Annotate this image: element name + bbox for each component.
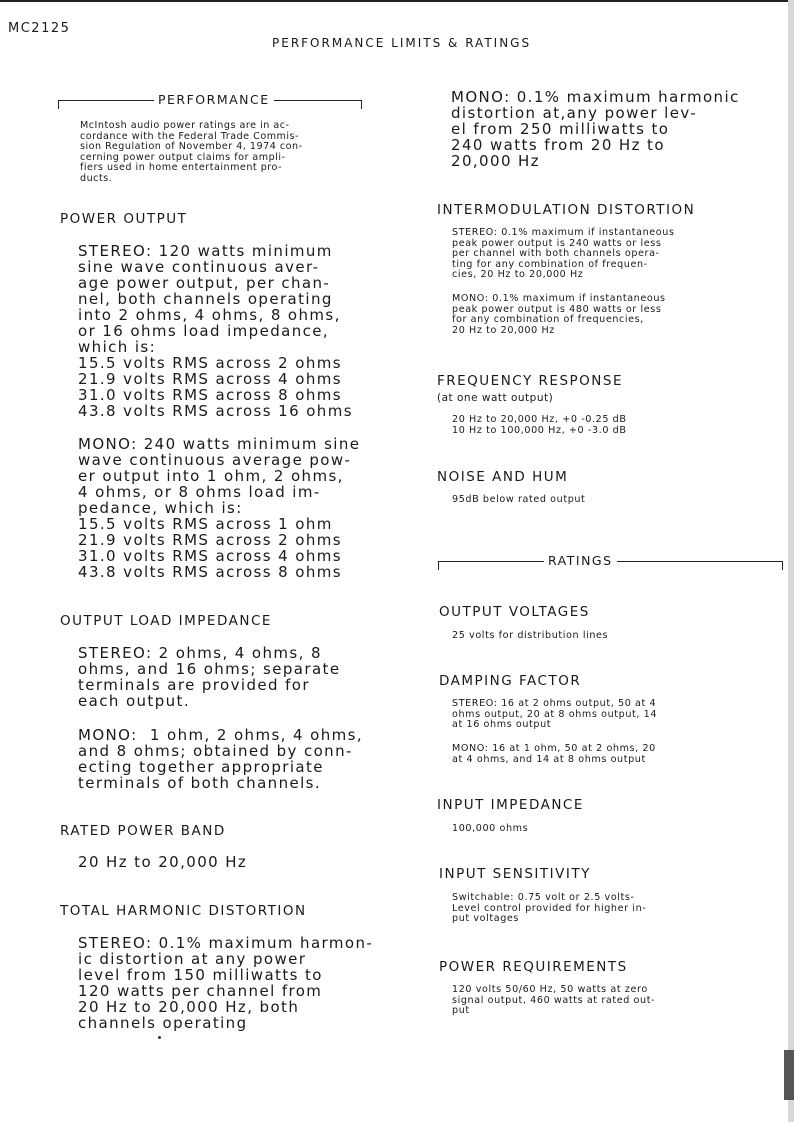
input-impedance-text: 100,000 ohms	[452, 823, 529, 834]
right-scan-mark	[784, 1050, 794, 1100]
scan-speck	[158, 1036, 161, 1039]
top-edge-line	[0, 0, 794, 2]
output-load-impedance-heading: OUTPUT LOAD IMPEDANCE	[60, 613, 272, 629]
performance-note: McIntosh audio power ratings are in ac- cordance with the Federal Trade Commis- sion Regulation of November 4, 1974 con- cerning power output claims for ampli- fiers used in home entertainment pro- ducts.	[80, 120, 303, 184]
thd-stereo: STEREO: 0.1% maximum harmon- ic distortion at any power level from 150 milliwatts to 120 watts per channel from 20 Hz to 20,000 Hz, both channels operating	[78, 934, 374, 1032]
power-requirements-text: 120 volts 50/60 Hz, 50 watts at zero signal output, 460 watts at rated out- put	[452, 984, 656, 1016]
noise-and-hum-heading: NOISE AND HUM	[437, 469, 569, 485]
power-output-mono: MONO: 240 watts minimum sine wave continuous average pow- er output into 1 ohm, 2 ohms, 4 ohms, or 8 ohms load im- pedance, which is: 15.5 volts RMS across 1 ohm 21.9 volts RMS across 2 ohms 31.0 volts RMS across 4 ohms 43.8 volts RMS across 8 ohms	[78, 435, 361, 581]
thd-mono: MONO: 0.1% maximum harmonic distortion at,any power lev- el from 250 milliwatts to 240 watts from 20 Hz to 20,000 Hz	[451, 88, 740, 170]
rated-power-band-text: 20 Hz to 20,000 Hz	[78, 853, 248, 871]
model-number: MC2125	[8, 21, 71, 36]
noise-and-hum-text: 95dB below rated output	[452, 494, 586, 505]
frequency-response-heading: FREQUENCY RESPONSE	[437, 373, 623, 389]
ratings-box-title: RATINGS	[544, 553, 617, 568]
power-output-stereo: STEREO: 120 watts minimum sine wave continuous aver- age power output, per chan- nel, both channels operating into 2 ohms, 4 ohms, 8 ohms, or 16 ohms load impedance, which is: 15.5 volts RMS across 2 ohms 21.9 volts RMS across 4 ohms 31.0 volts RMS across 8 ohms 43.8 volts RMS across 16 ohms	[78, 242, 353, 420]
ratings-box-right-tick	[782, 561, 783, 570]
performance-box-right-tick	[361, 100, 362, 109]
input-sensitivity-text: Switchable: 0.75 volt or 2.5 volts- Level control provided for higher in- put voltages	[452, 892, 647, 924]
performance-box-title: PERFORMANCE	[154, 92, 274, 107]
input-impedance-heading: INPUT IMPEDANCE	[437, 797, 584, 813]
performance-box-left-tick	[58, 100, 59, 109]
damping-factor-stereo: STEREO: 16 at 2 ohms output, 50 at 4 ohms output, 20 at 8 ohms output, 14 at 16 ohms output	[452, 698, 658, 730]
output-voltages-text: 25 volts for distribution lines	[452, 630, 609, 641]
output-load-impedance-mono: MONO: 1 ohm, 2 ohms, 4 ohms, and 8 ohms; obtained by conn- ecting together appropriate terminals of both channels.	[78, 726, 363, 792]
damping-factor-heading: DAMPING FACTOR	[439, 673, 582, 689]
right-scan-edge	[788, 0, 794, 1122]
damping-factor-mono: MONO: 16 at 1 ohm, 50 at 2 ohms, 20 at 4 ohms, and 14 at 8 ohms output	[452, 743, 656, 765]
page-title: PERFORMANCE LIMITS & RATINGS	[272, 36, 532, 50]
frequency-response-subheading: (at one watt output)	[437, 392, 554, 404]
frequency-response-text: 20 Hz to 20,000 Hz, +0 -0.25 dB 10 Hz to 100,000 Hz, +0 -3.0 dB	[452, 414, 627, 436]
input-sensitivity-heading: INPUT SENSITIVITY	[439, 866, 591, 882]
power-output-heading: POWER OUTPUT	[60, 211, 188, 227]
imd-heading: INTERMODULATION DISTORTION	[437, 202, 696, 218]
thd-heading: TOTAL HARMONIC DISTORTION	[60, 903, 307, 919]
power-requirements-heading: POWER REQUIREMENTS	[439, 959, 628, 975]
imd-mono: MONO: 0.1% maximum if instantaneous peak power output is 480 watts or less for any combination of frequencies, 20 Hz to 20,000 Hz	[452, 293, 666, 336]
imd-stereo: STEREO: 0.1% maximum if instantaneous peak power output is 240 watts or less per channel with both channels opera- ting for any combination of frequen- cies, 20 Hz to 20,000 Hz	[452, 227, 675, 280]
output-voltages-heading: OUTPUT VOLTAGES	[439, 604, 590, 620]
output-load-impedance-stereo: STEREO: 2 ohms, 4 ohms, 8 ohms, and 16 ohms; separate terminals are provided for each output.	[78, 644, 341, 710]
rated-power-band-heading: RATED POWER BAND	[60, 823, 226, 839]
ratings-box-left-tick	[438, 561, 439, 570]
